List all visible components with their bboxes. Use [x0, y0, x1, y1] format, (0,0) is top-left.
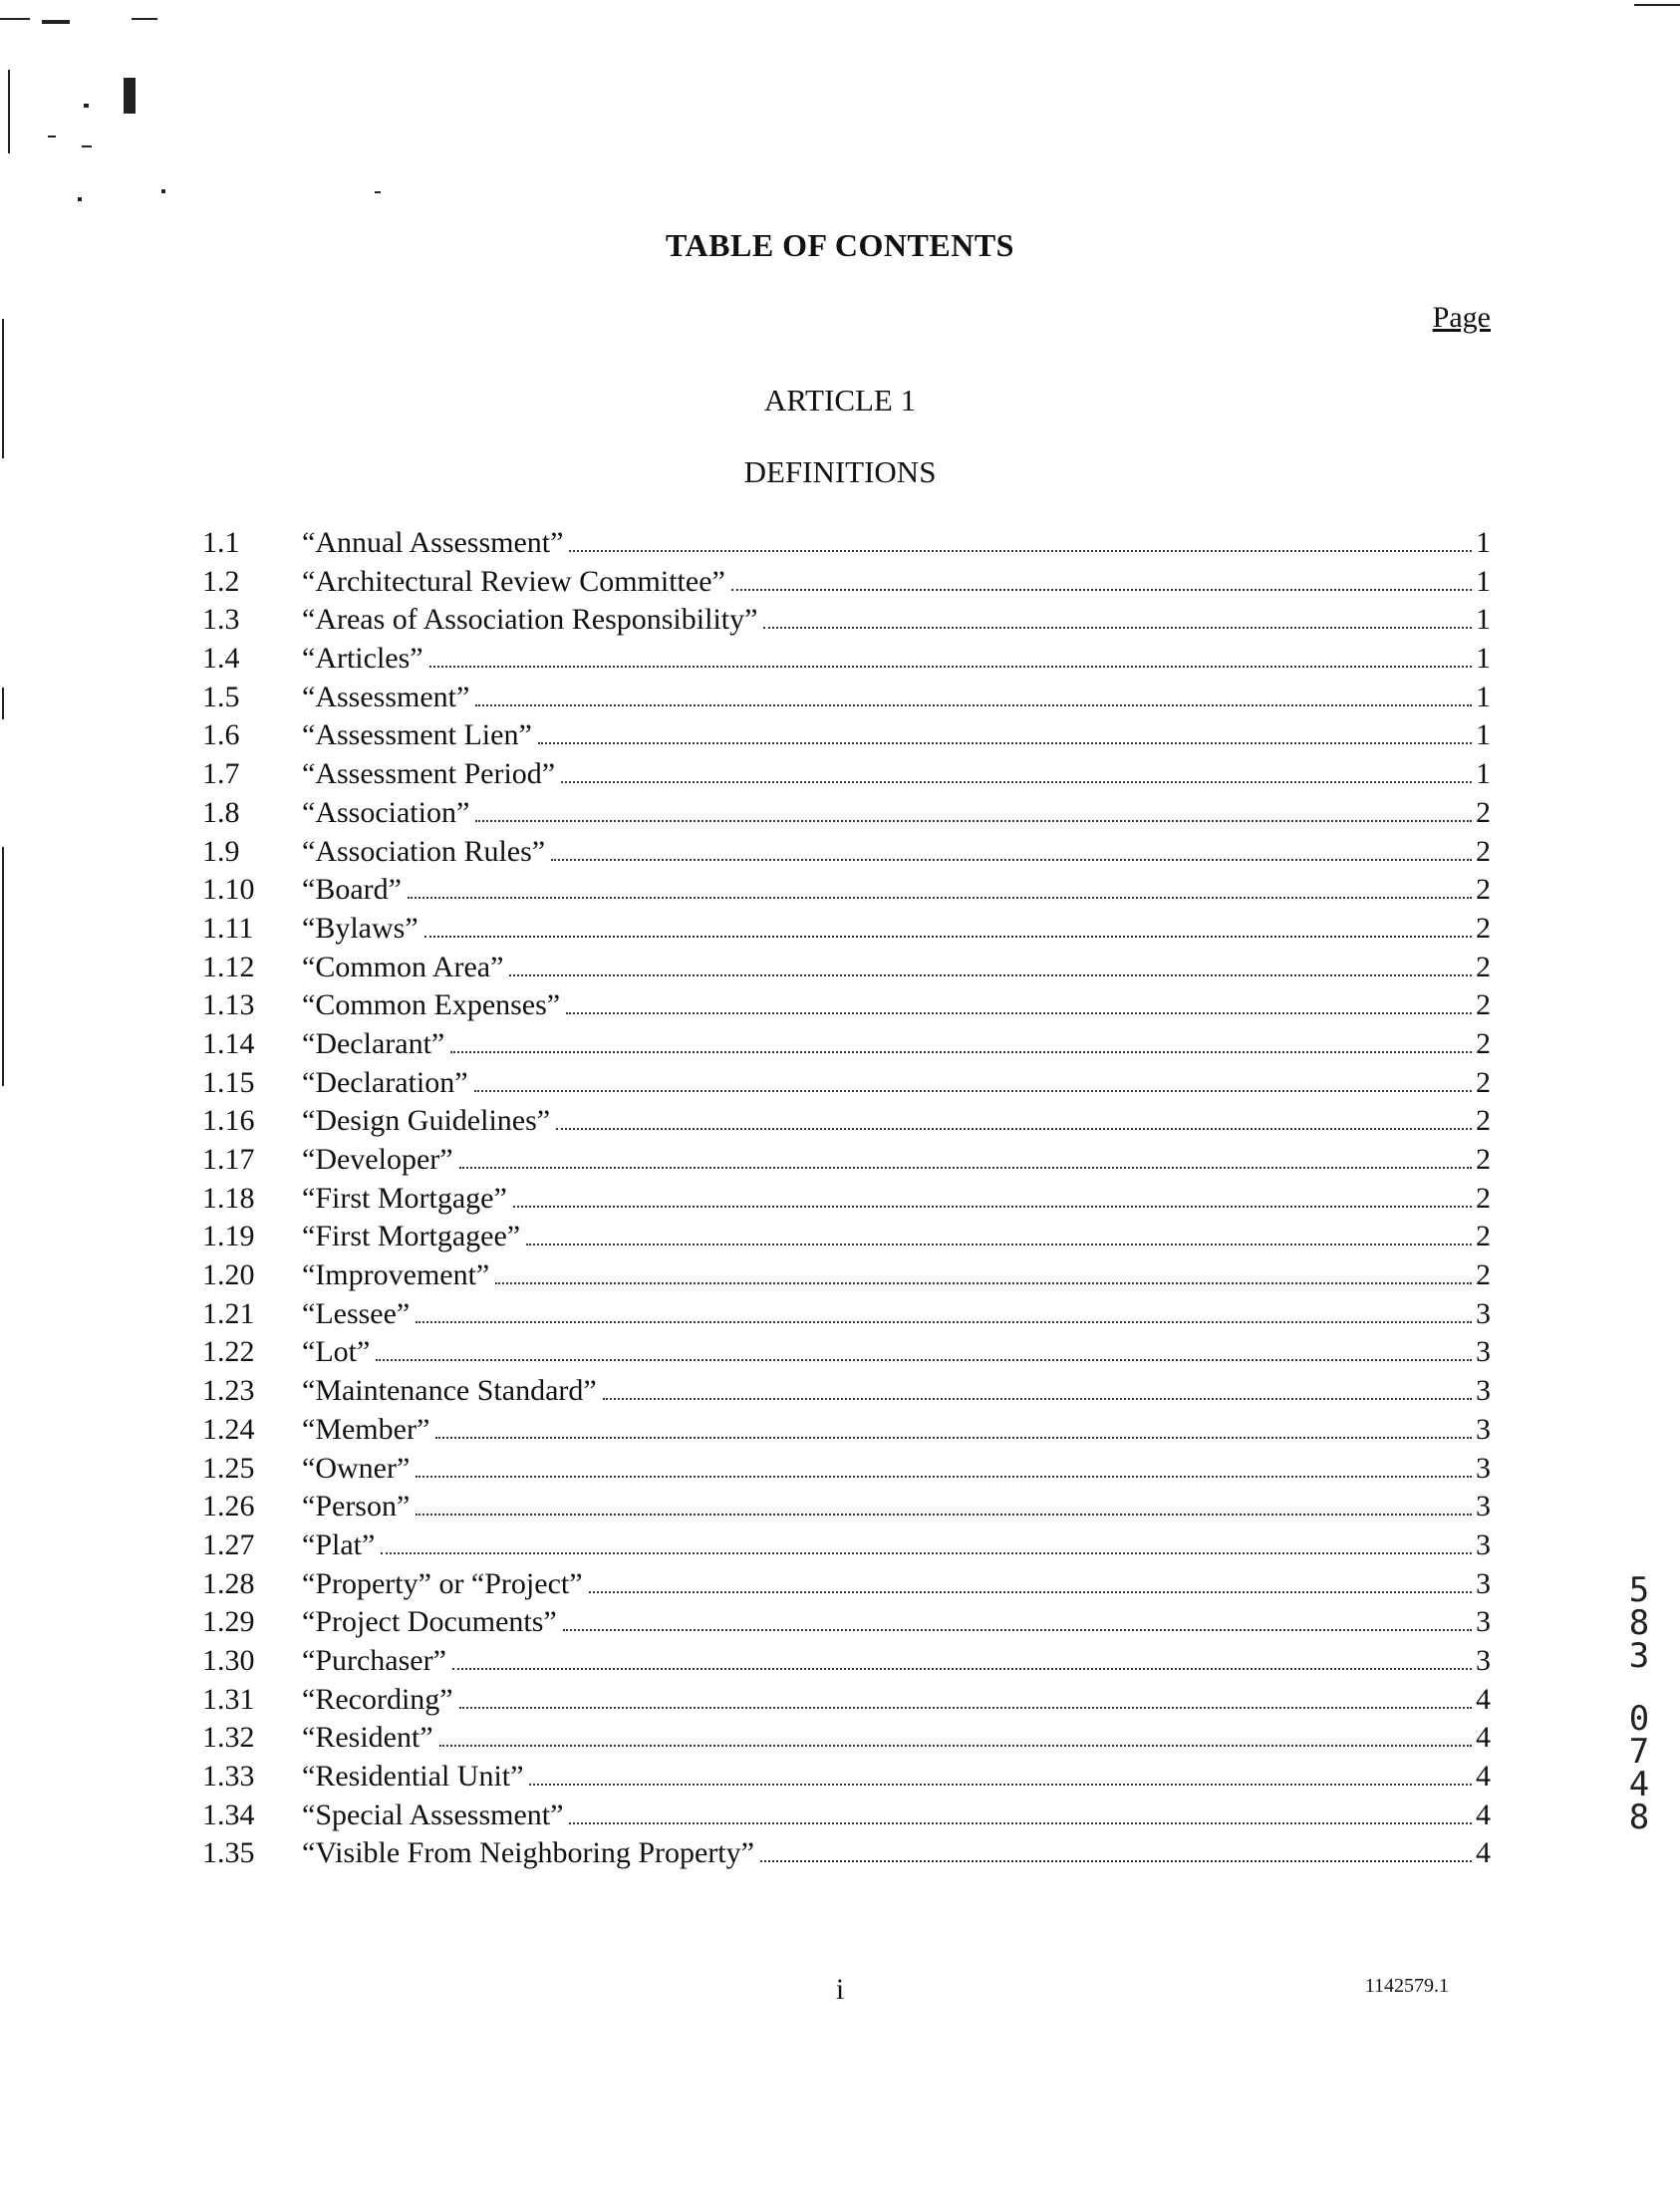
- toc-entry-number: 1.15: [202, 1065, 255, 1099]
- toc-entry-term: “Purchaser”: [302, 1643, 446, 1677]
- toc-dot-leader: [376, 1358, 1472, 1361]
- toc-list: [202, 524, 1491, 1873]
- toc-dot-leader: [416, 1475, 1472, 1478]
- toc-entry-number: 1.35: [202, 1836, 255, 1870]
- toc-entry: [202, 1681, 1491, 1720]
- toc-entry-number: 1.33: [202, 1760, 255, 1793]
- toc-entry-term: “Assessment Lien”: [302, 718, 532, 752]
- toc-entry: [202, 1758, 1491, 1797]
- toc-entry-page: 4: [1476, 1797, 1491, 1831]
- article-heading: ARTICLE 1: [763, 383, 917, 417]
- toc-entry-term: “Person”: [302, 1490, 411, 1523]
- toc-entry: [202, 986, 1491, 1025]
- scan-artifact: [2, 847, 4, 1086]
- side-stamp-digit: 0: [1628, 1699, 1650, 1739]
- toc-entry: [202, 755, 1491, 794]
- scan-artifact: [78, 197, 82, 201]
- toc-entry-number: 1.1: [202, 526, 240, 559]
- toc-entry-term: “Declarant”: [302, 1026, 445, 1060]
- toc-entry: [202, 1295, 1491, 1334]
- toc-entry-number: 1.6: [202, 718, 240, 752]
- toc-entry-number: 1.25: [202, 1451, 255, 1485]
- toc-dot-leader: [569, 1821, 1472, 1824]
- toc-entry-number: 1.5: [202, 680, 240, 713]
- toc-entry-page: 3: [1476, 1335, 1491, 1369]
- toc-dot-leader: [495, 1281, 1472, 1284]
- toc-entry-term: “First Mortgage”: [302, 1181, 507, 1215]
- toc-dot-leader: [450, 1050, 1472, 1053]
- toc-entry: [202, 524, 1491, 563]
- toc-dot-leader: [603, 1397, 1472, 1400]
- toc-entry: [202, 794, 1491, 833]
- toc-dot-leader: [416, 1513, 1472, 1516]
- toc-dot-leader: [589, 1590, 1472, 1593]
- toc-dot-leader: [429, 665, 1472, 668]
- toc-entry-term: “Areas of Association Responsibility”: [302, 603, 758, 637]
- toc-dot-leader: [435, 1436, 1472, 1439]
- toc-entry-number: 1.13: [202, 988, 255, 1022]
- toc-entry-number: 1.3: [202, 603, 240, 637]
- toc-entry-number: 1.20: [202, 1258, 255, 1292]
- toc-entry-page: 2: [1476, 1104, 1491, 1138]
- side-stamp-digit: 3: [1628, 1636, 1650, 1676]
- toc-entry: [202, 833, 1491, 872]
- toc-entry-page: 2: [1476, 1258, 1491, 1292]
- toc-entry-term: “Assessment Period”: [302, 757, 556, 791]
- toc-dot-leader: [459, 1166, 1472, 1169]
- toc-entry-number: 1.21: [202, 1296, 255, 1330]
- toc-dot-leader: [459, 1706, 1472, 1709]
- toc-entry: [202, 1025, 1491, 1064]
- toc-entry-page: 2: [1476, 1181, 1491, 1215]
- toc-entry: [202, 871, 1491, 910]
- toc-entry-number: 1.7: [202, 757, 240, 791]
- toc-entry-term: “Association Rules”: [302, 834, 546, 868]
- toc-dot-leader: [475, 819, 1472, 822]
- toc-entry-term: “Articles”: [302, 642, 423, 676]
- toc-entry: [202, 640, 1491, 679]
- toc-entry-term: “Owner”: [302, 1451, 411, 1485]
- toc-entry-page: 1: [1476, 757, 1491, 791]
- toc-entry-number: 1.12: [202, 950, 255, 983]
- side-stamp-digit: 8: [1628, 1797, 1650, 1837]
- toc-dot-leader: [551, 858, 1472, 861]
- toc-dot-leader: [509, 973, 1472, 976]
- scan-artifact: [1634, 4, 1680, 6]
- toc-entry-page: 2: [1476, 1026, 1491, 1060]
- scan-artifact: [82, 145, 92, 147]
- toc-entry-term: “Plat”: [302, 1527, 376, 1561]
- toc-entry-page: 1: [1476, 526, 1491, 559]
- toc-entry: [202, 1180, 1491, 1219]
- toc-entry: [202, 1488, 1491, 1526]
- toc-entry-term: “Maintenance Standard”: [302, 1374, 597, 1408]
- toc-dot-leader: [561, 780, 1472, 783]
- toc-dot-leader: [526, 1243, 1472, 1245]
- toc-entry-page: 1: [1476, 603, 1491, 637]
- toc-dot-leader: [416, 1320, 1472, 1323]
- toc-entry: [202, 1372, 1491, 1411]
- toc-entry: [202, 1064, 1491, 1103]
- scan-artifact: [8, 70, 10, 153]
- toc-dot-leader: [760, 1859, 1472, 1862]
- toc-entry: [202, 1411, 1491, 1450]
- toc-entry-number: 1.28: [202, 1566, 255, 1600]
- toc-entry-page: 4: [1476, 1682, 1491, 1716]
- toc-entry-number: 1.30: [202, 1643, 255, 1677]
- toc-entry-number: 1.16: [202, 1104, 255, 1138]
- toc-entry-term: “Common Area”: [302, 950, 504, 983]
- toc-entry-page: 3: [1476, 1374, 1491, 1408]
- toc-entry-number: 1.17: [202, 1143, 255, 1176]
- toc-entry-number: 1.10: [202, 873, 255, 907]
- toc-dot-leader: [474, 1089, 1472, 1092]
- toc-entry-term: “Improvement”: [302, 1258, 490, 1292]
- toc-entry-term: “Lot”: [302, 1335, 371, 1369]
- toc-entry: [202, 1719, 1491, 1758]
- toc-entry-term: “Recording”: [302, 1682, 453, 1716]
- toc-entry-page: 1: [1476, 642, 1491, 676]
- toc-dot-leader: [556, 1127, 1472, 1130]
- toc-entry-number: 1.24: [202, 1412, 255, 1446]
- toc-entry-term: “Common Expenses”: [302, 988, 561, 1022]
- toc-entry-number: 1.9: [202, 834, 240, 868]
- toc-entry-page: 3: [1476, 1412, 1491, 1446]
- toc-entry-page: 2: [1476, 1220, 1491, 1253]
- toc-dot-leader: [475, 703, 1472, 706]
- toc-entry-term: “Project Documents”: [302, 1605, 557, 1639]
- scan-artifact: [84, 104, 89, 108]
- toc-entry-number: 1.29: [202, 1605, 255, 1639]
- toc-entry-number: 1.22: [202, 1335, 255, 1369]
- toc-entry-term: “Board”: [302, 873, 402, 907]
- toc-dot-leader: [566, 1011, 1472, 1014]
- footer-page-number: i: [835, 1973, 845, 2006]
- toc-entry: [202, 1450, 1491, 1489]
- toc-entry-page: 2: [1476, 873, 1491, 907]
- toc-entry-term: “Resident”: [302, 1721, 433, 1755]
- scan-artifact: [48, 136, 56, 138]
- toc-entry-term: “Bylaws”: [302, 911, 419, 945]
- toc-entry-number: 1.14: [202, 1026, 255, 1060]
- toc-entry: [202, 601, 1491, 640]
- toc-entry: [202, 1256, 1491, 1295]
- toc-entry-number: 1.34: [202, 1797, 255, 1831]
- toc-entry-page: 4: [1476, 1836, 1491, 1870]
- document-id: 1142579.1: [1364, 1975, 1449, 1997]
- toc-entry-page: 2: [1476, 950, 1491, 983]
- toc-entry-page: 2: [1476, 988, 1491, 1022]
- toc-entry-page: 3: [1476, 1643, 1491, 1677]
- toc-entry: [202, 1797, 1491, 1835]
- scan-artifact: [132, 18, 157, 20]
- toc-entry: [202, 1834, 1491, 1873]
- toc-dot-leader: [408, 896, 1472, 899]
- toc-dot-leader: [529, 1783, 1472, 1786]
- toc-dot-leader: [439, 1744, 1472, 1747]
- toc-entry-page: 3: [1476, 1527, 1491, 1561]
- toc-entry-term: “Visible From Neighboring Property”: [302, 1836, 754, 1870]
- toc-entry: [202, 1102, 1491, 1141]
- toc-entry-number: 1.27: [202, 1527, 255, 1561]
- toc-entry-page: 2: [1476, 911, 1491, 945]
- article-subheading: DEFINITIONS: [743, 454, 937, 489]
- toc-entry-number: 1.4: [202, 642, 240, 676]
- toc-entry-term: “Annual Assessment”: [302, 526, 564, 559]
- toc-entry-number: 1.31: [202, 1682, 255, 1716]
- toc-dot-leader: [763, 626, 1472, 629]
- toc-entry-term: “Property” or “Project”: [302, 1566, 583, 1600]
- side-stamp-digit: 7: [1628, 1732, 1650, 1772]
- toc-dot-leader: [424, 935, 1472, 938]
- toc-entry: [202, 679, 1491, 717]
- toc-entry-page: 3: [1476, 1605, 1491, 1639]
- toc-dot-leader: [569, 549, 1472, 552]
- side-stamp-digit: 8: [1628, 1603, 1650, 1643]
- toc-entry: [202, 716, 1491, 755]
- toc-entry-page: 3: [1476, 1490, 1491, 1523]
- side-stamp-number: [1614, 1570, 1664, 1837]
- toc-entry-term: “Design Guidelines”: [302, 1104, 551, 1138]
- page-title: TABLE OF CONTENTS: [666, 227, 1014, 263]
- toc-entry: [202, 1603, 1491, 1642]
- scan-artifact: [42, 20, 70, 24]
- toc-entry-page: 4: [1476, 1760, 1491, 1793]
- toc-entry-number: 1.19: [202, 1220, 255, 1253]
- toc-entry-page: 2: [1476, 795, 1491, 829]
- toc-entry-term: “Assessment”: [302, 680, 470, 713]
- side-stamp-digit: 4: [1628, 1765, 1650, 1804]
- toc-entry-page: 2: [1476, 834, 1491, 868]
- toc-entry-term: “Residential Unit”: [302, 1760, 524, 1793]
- toc-entry-number: 1.11: [202, 911, 254, 945]
- toc-entry-page: 3: [1476, 1566, 1491, 1600]
- toc-entry-page: 3: [1476, 1296, 1491, 1330]
- scan-artifact: [124, 78, 136, 114]
- toc-entry-number: 1.18: [202, 1181, 255, 1215]
- toc-entry-term: “Architectural Review Committee”: [302, 564, 725, 598]
- scan-artifact: [2, 688, 4, 719]
- toc-entry-page: 1: [1476, 680, 1491, 713]
- toc-entry: [202, 563, 1491, 602]
- toc-entry-number: 1.23: [202, 1374, 255, 1408]
- toc-entry-number: 1.32: [202, 1721, 255, 1755]
- toc-entry: [202, 1526, 1491, 1565]
- scan-artifact: [161, 189, 165, 193]
- toc-entry: [202, 1642, 1491, 1681]
- toc-entry-term: “Special Assessment”: [302, 1797, 564, 1831]
- toc-entry-page: 4: [1476, 1721, 1491, 1755]
- toc-entry-term: “Developer”: [302, 1143, 453, 1176]
- toc-entry-number: 1.2: [202, 564, 240, 598]
- toc-entry-page: 3: [1476, 1451, 1491, 1485]
- page-column-label: Page: [1432, 301, 1491, 334]
- toc-entry: [202, 1141, 1491, 1180]
- toc-entry-number: 1.8: [202, 795, 240, 829]
- toc-entry: [202, 949, 1491, 987]
- toc-entry-number: 1.26: [202, 1490, 255, 1523]
- toc-entry-page: 2: [1476, 1065, 1491, 1099]
- toc-entry-term: “Lessee”: [302, 1296, 411, 1330]
- toc-entry-page: 2: [1476, 1143, 1491, 1176]
- toc-dot-leader: [731, 588, 1472, 591]
- toc-dot-leader: [452, 1667, 1472, 1670]
- toc-entry-page: 1: [1476, 564, 1491, 598]
- toc-entry-term: “First Mortgagee”: [302, 1220, 521, 1253]
- toc-entry: [202, 910, 1491, 949]
- toc-dot-leader: [513, 1205, 1472, 1208]
- toc-entry-term: “Declaration”: [302, 1065, 468, 1099]
- toc-dot-leader: [381, 1551, 1472, 1554]
- toc-entry-term: “Member”: [302, 1412, 430, 1446]
- toc-entry-page: 1: [1476, 718, 1491, 752]
- toc-entry-term: “Association”: [302, 795, 470, 829]
- side-stamp-digit: 5: [1628, 1570, 1650, 1610]
- toc-dot-leader: [538, 741, 1472, 744]
- toc-entry: [202, 1218, 1491, 1256]
- toc-entry: [202, 1333, 1491, 1372]
- toc-dot-leader: [563, 1628, 1472, 1631]
- toc-entry: [202, 1565, 1491, 1604]
- scan-artifact: [375, 191, 381, 193]
- scan-artifact: [0, 18, 30, 20]
